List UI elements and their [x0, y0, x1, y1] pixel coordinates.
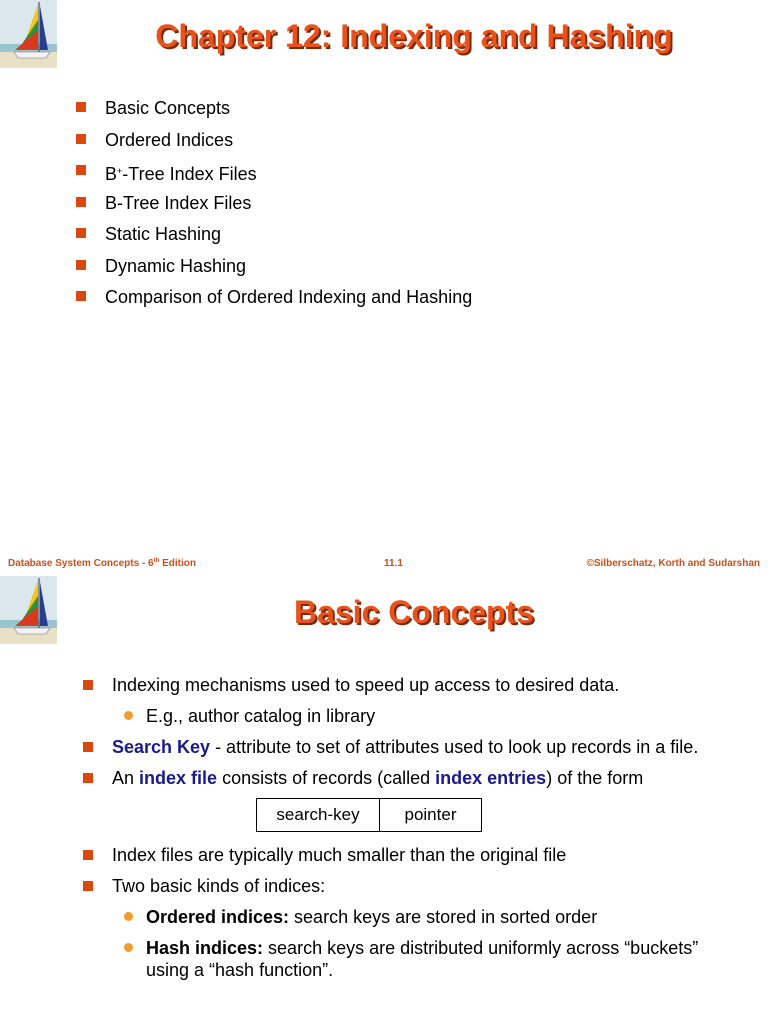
- square-bullet-icon: [76, 165, 86, 175]
- footer-page-number: 11.1: [384, 558, 403, 569]
- slide-footer: [0, 558, 768, 572]
- index-entry-diagram: [256, 798, 482, 832]
- sailboat-logo-icon: [0, 576, 57, 644]
- square-bullet-icon: [83, 850, 93, 860]
- footer-copyright: ©Silberschatz, Korth and Sudarshan: [586, 558, 760, 569]
- list-item: Static Hashing: [105, 222, 472, 254]
- square-bullet-icon: [76, 260, 86, 270]
- list-item: Search Key - attribute to set of attributes used to look up records in a file.: [112, 736, 732, 758]
- list-item: Two basic kinds of indices:: [112, 875, 732, 897]
- pointer-cell: pointer: [404, 805, 457, 824]
- list-item: Ordered Indices: [105, 128, 472, 160]
- slide-title: Basic Concepts: [293, 594, 535, 630]
- sailboat-logo-icon: [0, 0, 57, 68]
- square-bullet-icon: [76, 197, 86, 207]
- keyword-index-file: index file: [139, 768, 218, 788]
- keyword-search-key: Search Key: [112, 737, 211, 757]
- circle-bullet-icon: [124, 711, 133, 720]
- list-item: Comparison of Ordered Indexing and Hashing: [105, 285, 472, 317]
- sub-list-item: Hash indices: search keys are distributed uniformly across “buckets” using a “hash function”.: [112, 937, 732, 981]
- square-bullet-icon: [76, 134, 86, 144]
- sub-list-item: Ordered indices: search keys are stored in sorted order: [112, 906, 732, 928]
- topic-list: [105, 96, 472, 317]
- list-item: B-Tree Index Files: [105, 191, 472, 223]
- square-bullet-icon: [76, 228, 86, 238]
- keyword-index-entries: index entries: [435, 768, 547, 788]
- list-item: An index file consists of records (called index entries) of the form: [112, 767, 732, 789]
- slide-2: [0, 576, 768, 1024]
- list-item: Indexing mechanisms used to speed up access to desired data.: [112, 674, 732, 696]
- square-bullet-icon: [83, 881, 93, 891]
- list-item: Dynamic Hashing: [105, 254, 472, 286]
- square-bullet-icon: [83, 742, 93, 752]
- search-key-cell: search-key: [257, 799, 380, 831]
- footer-book-title: Database System Concepts - 6th Edition: [8, 558, 196, 569]
- circle-bullet-icon: [124, 943, 133, 952]
- slide-title: Chapter 12: Indexing and Hashing: [155, 18, 673, 54]
- square-bullet-icon: [83, 773, 93, 783]
- square-bullet-icon: [76, 102, 86, 112]
- square-bullet-icon: [83, 680, 93, 690]
- list-item: B+-Tree Index Files: [105, 159, 472, 191]
- list-item: Basic Concepts: [105, 96, 472, 128]
- circle-bullet-icon: [124, 912, 133, 921]
- sub-list-item: E.g., author catalog in library: [112, 705, 732, 727]
- slide-content: [112, 674, 732, 990]
- square-bullet-icon: [76, 291, 86, 301]
- list-item: Index files are typically much smaller than the original file: [112, 844, 732, 866]
